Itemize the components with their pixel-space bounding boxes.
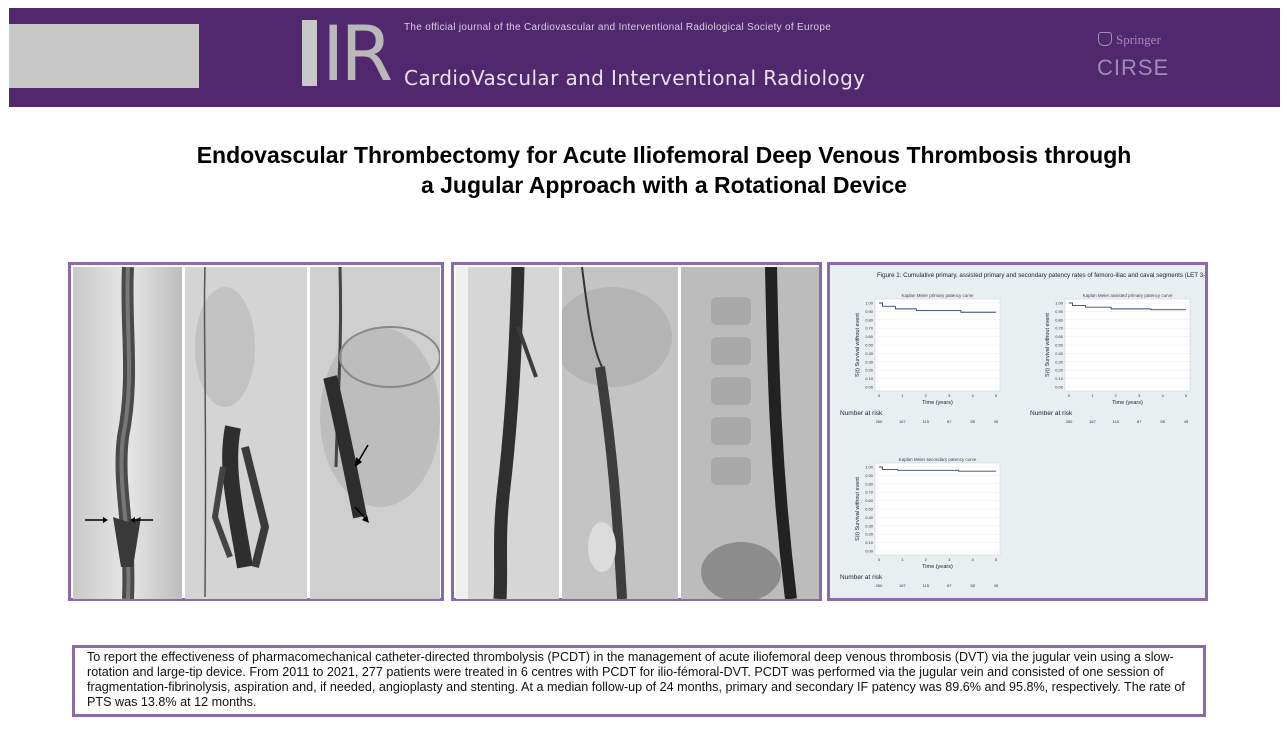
journal-logo-cv: CV bbox=[198, 9, 296, 98]
title-line-2: a Jugular Approach with a Rotational Device bbox=[420, 172, 908, 198]
km-x-tick: 4 bbox=[1161, 393, 1164, 398]
km-y-tick: 0.00 bbox=[1055, 384, 1063, 390]
km-risk-value: 260 bbox=[875, 583, 883, 588]
kaplan-meier-charts bbox=[830, 265, 1205, 598]
km-y-tick: 0.40 bbox=[865, 514, 873, 520]
km-y-tick: 0.70 bbox=[865, 325, 873, 331]
km-risk-value: 115 bbox=[1112, 419, 1119, 424]
km-y-tick: 0.30 bbox=[865, 523, 873, 529]
km-y-tick: 0.20 bbox=[865, 531, 873, 537]
publisher-name: Springer bbox=[1116, 32, 1161, 47]
km-x-tick: 5 bbox=[994, 393, 998, 398]
journal-name: CardioVascular and Interventional Radiology bbox=[404, 66, 866, 90]
journal-logo-ir: IR bbox=[322, 9, 390, 98]
society-logo: CIRSE bbox=[1097, 55, 1170, 80]
km-y-tick: 0.90 bbox=[865, 308, 873, 314]
km-risk-value: 167 bbox=[899, 419, 906, 424]
km-x-tick: 0 bbox=[877, 393, 881, 398]
venogram-image-6 bbox=[681, 267, 819, 599]
km-y-axis-label: S(t) Survival without event bbox=[1045, 313, 1051, 377]
km-risk-value: 87 bbox=[946, 419, 952, 424]
km-x-tick: 1 bbox=[1091, 393, 1094, 398]
km-y-tick: 0.10 bbox=[865, 376, 873, 382]
km-x-axis-label: Time (years) bbox=[922, 400, 953, 406]
km-x-tick: 3 bbox=[1138, 393, 1141, 398]
km-x-tick: 3 bbox=[948, 393, 951, 398]
km-y-tick: 1.00 bbox=[865, 300, 873, 306]
venogram-panel-post bbox=[451, 262, 822, 601]
km-chart-title: Kaplan Meier primary patency curve bbox=[901, 293, 974, 298]
km-risk-label: Number at risk bbox=[840, 410, 883, 417]
km-y-tick: 1.00 bbox=[1055, 300, 1063, 306]
km-y-tick: 0.00 bbox=[865, 548, 873, 554]
km-risk-value: 260 bbox=[875, 419, 883, 424]
km-y-tick: 0.20 bbox=[1055, 367, 1063, 373]
kaplan-meier-figure bbox=[827, 262, 1208, 601]
km-risk-value: 58 bbox=[970, 583, 975, 588]
venogram-image-3 bbox=[310, 267, 440, 599]
km-y-tick: 0.30 bbox=[1055, 359, 1063, 365]
km-risk-label: Number at risk bbox=[1030, 410, 1073, 417]
km-risk-value: 260 bbox=[1065, 419, 1073, 424]
km-y-tick: 0.50 bbox=[1055, 342, 1063, 348]
km-y-tick: 0.60 bbox=[865, 334, 873, 340]
km-x-tick: 0 bbox=[877, 557, 881, 562]
journal-tagline: The official journal of the Cardiovascular and Interventional Radiological Society of Europe bbox=[404, 22, 832, 33]
km-y-tick: 0.80 bbox=[1055, 317, 1063, 323]
km-y-axis-label: S(t) Survival without event bbox=[855, 313, 861, 377]
km-x-tick: 4 bbox=[971, 393, 974, 398]
km-y-tick: 0.10 bbox=[1055, 376, 1063, 382]
km-y-tick: 0.60 bbox=[865, 498, 873, 504]
km-risk-value: 87 bbox=[946, 583, 952, 588]
venogram-image-4 bbox=[456, 267, 559, 599]
km-risk-label: Number at risk bbox=[840, 574, 883, 581]
article-title bbox=[120, 140, 1208, 200]
venogram-image-2 bbox=[185, 267, 307, 599]
km-risk-value: 167 bbox=[1089, 419, 1096, 424]
km-risk-value: 167 bbox=[899, 583, 906, 588]
km-x-tick: 0 bbox=[1067, 393, 1071, 398]
km-risk-value: 58 bbox=[970, 419, 975, 424]
km-y-tick: 0.70 bbox=[1055, 325, 1063, 331]
km-y-axis-label: S(t) Survival without event bbox=[855, 477, 861, 541]
figure-caption: Figure 1: Cumulative primary, assisted primary and secondary patency rates of femoro-iliac and caval segments (LET 3-4) bbox=[877, 272, 1205, 279]
km-y-tick: 0.20 bbox=[865, 367, 873, 373]
km-y-tick: 0.00 bbox=[865, 384, 873, 390]
km-risk-value: 115 bbox=[922, 419, 929, 424]
km-x-axis-label: Time (years) bbox=[922, 564, 953, 570]
springer-horse-icon bbox=[1098, 32, 1112, 46]
km-y-tick: 0.40 bbox=[1055, 350, 1063, 356]
km-chart-title: Kaplan Meier assisted primary patency curve bbox=[1082, 293, 1173, 298]
km-y-tick: 0.90 bbox=[865, 472, 873, 478]
km-x-tick: 4 bbox=[971, 557, 974, 562]
venogram-image-1 bbox=[73, 267, 182, 599]
abstract-text: To report the effectiveness of pharmacomechanical catheter-directed thrombolysis (PCDT) in the management of acute iliofemoral deep venous thrombosis (DVT) via the jugular vein using a slow-rotation and large-tip device. From 2011 to 2021, 277 patients were treated in 6 centres with PCDT for ilio-fémoral-DVT. PCDT was performed via the jugular vein and consisted of one session of fragmentation-fibrinolysis, aspiration and, if needed, angioplasty and stenting. At a median follow-up of 24 months, primary and secondary IF patency was 89.6% and 95.8%, respectively. The rate of PTS was 13.8% at 12 months. bbox=[72, 645, 1206, 717]
km-x-axis-label: Time (years) bbox=[1112, 400, 1143, 406]
km-x-tick: 2 bbox=[924, 393, 927, 398]
venogram-panel-pre bbox=[68, 262, 444, 601]
km-y-tick: 0.70 bbox=[865, 489, 873, 495]
km-chart-title: Kaplan Meier secondary patency curve bbox=[898, 457, 977, 462]
km-y-tick: 0.50 bbox=[865, 506, 873, 512]
km-risk-value: 45 bbox=[993, 419, 999, 424]
km-y-tick: 0.80 bbox=[865, 317, 873, 323]
km-x-tick: 1 bbox=[901, 393, 904, 398]
journal-logo-bar bbox=[302, 20, 317, 86]
km-x-tick: 5 bbox=[994, 557, 998, 562]
km-y-tick: 0.90 bbox=[1055, 308, 1063, 314]
km-x-tick: 5 bbox=[1184, 393, 1188, 398]
km-risk-value: 45 bbox=[993, 583, 999, 588]
km-x-tick: 1 bbox=[901, 557, 904, 562]
km-y-tick: 0.80 bbox=[865, 481, 873, 487]
km-risk-value: 58 bbox=[1160, 419, 1165, 424]
km-y-tick: 0.50 bbox=[865, 342, 873, 348]
km-y-tick: 1.00 bbox=[865, 464, 873, 470]
km-y-tick: 0.40 bbox=[865, 350, 873, 356]
km-risk-value: 45 bbox=[1183, 419, 1189, 424]
km-risk-value: 115 bbox=[922, 583, 929, 588]
publisher-logo bbox=[1098, 32, 1161, 48]
km-x-tick: 3 bbox=[948, 557, 951, 562]
km-y-tick: 0.10 bbox=[865, 540, 873, 546]
km-x-tick: 2 bbox=[1114, 393, 1117, 398]
title-line-1: Endovascular Thrombectomy for Acute Iliofemoral Deep Venous Thrombosis through bbox=[196, 142, 1132, 168]
km-y-tick: 0.60 bbox=[1055, 334, 1063, 340]
km-risk-value: 87 bbox=[1136, 419, 1142, 424]
km-x-tick: 2 bbox=[924, 557, 927, 562]
km-y-tick: 0.30 bbox=[865, 359, 873, 365]
venogram-image-5 bbox=[562, 267, 678, 599]
banner-gray-band bbox=[9, 24, 199, 88]
